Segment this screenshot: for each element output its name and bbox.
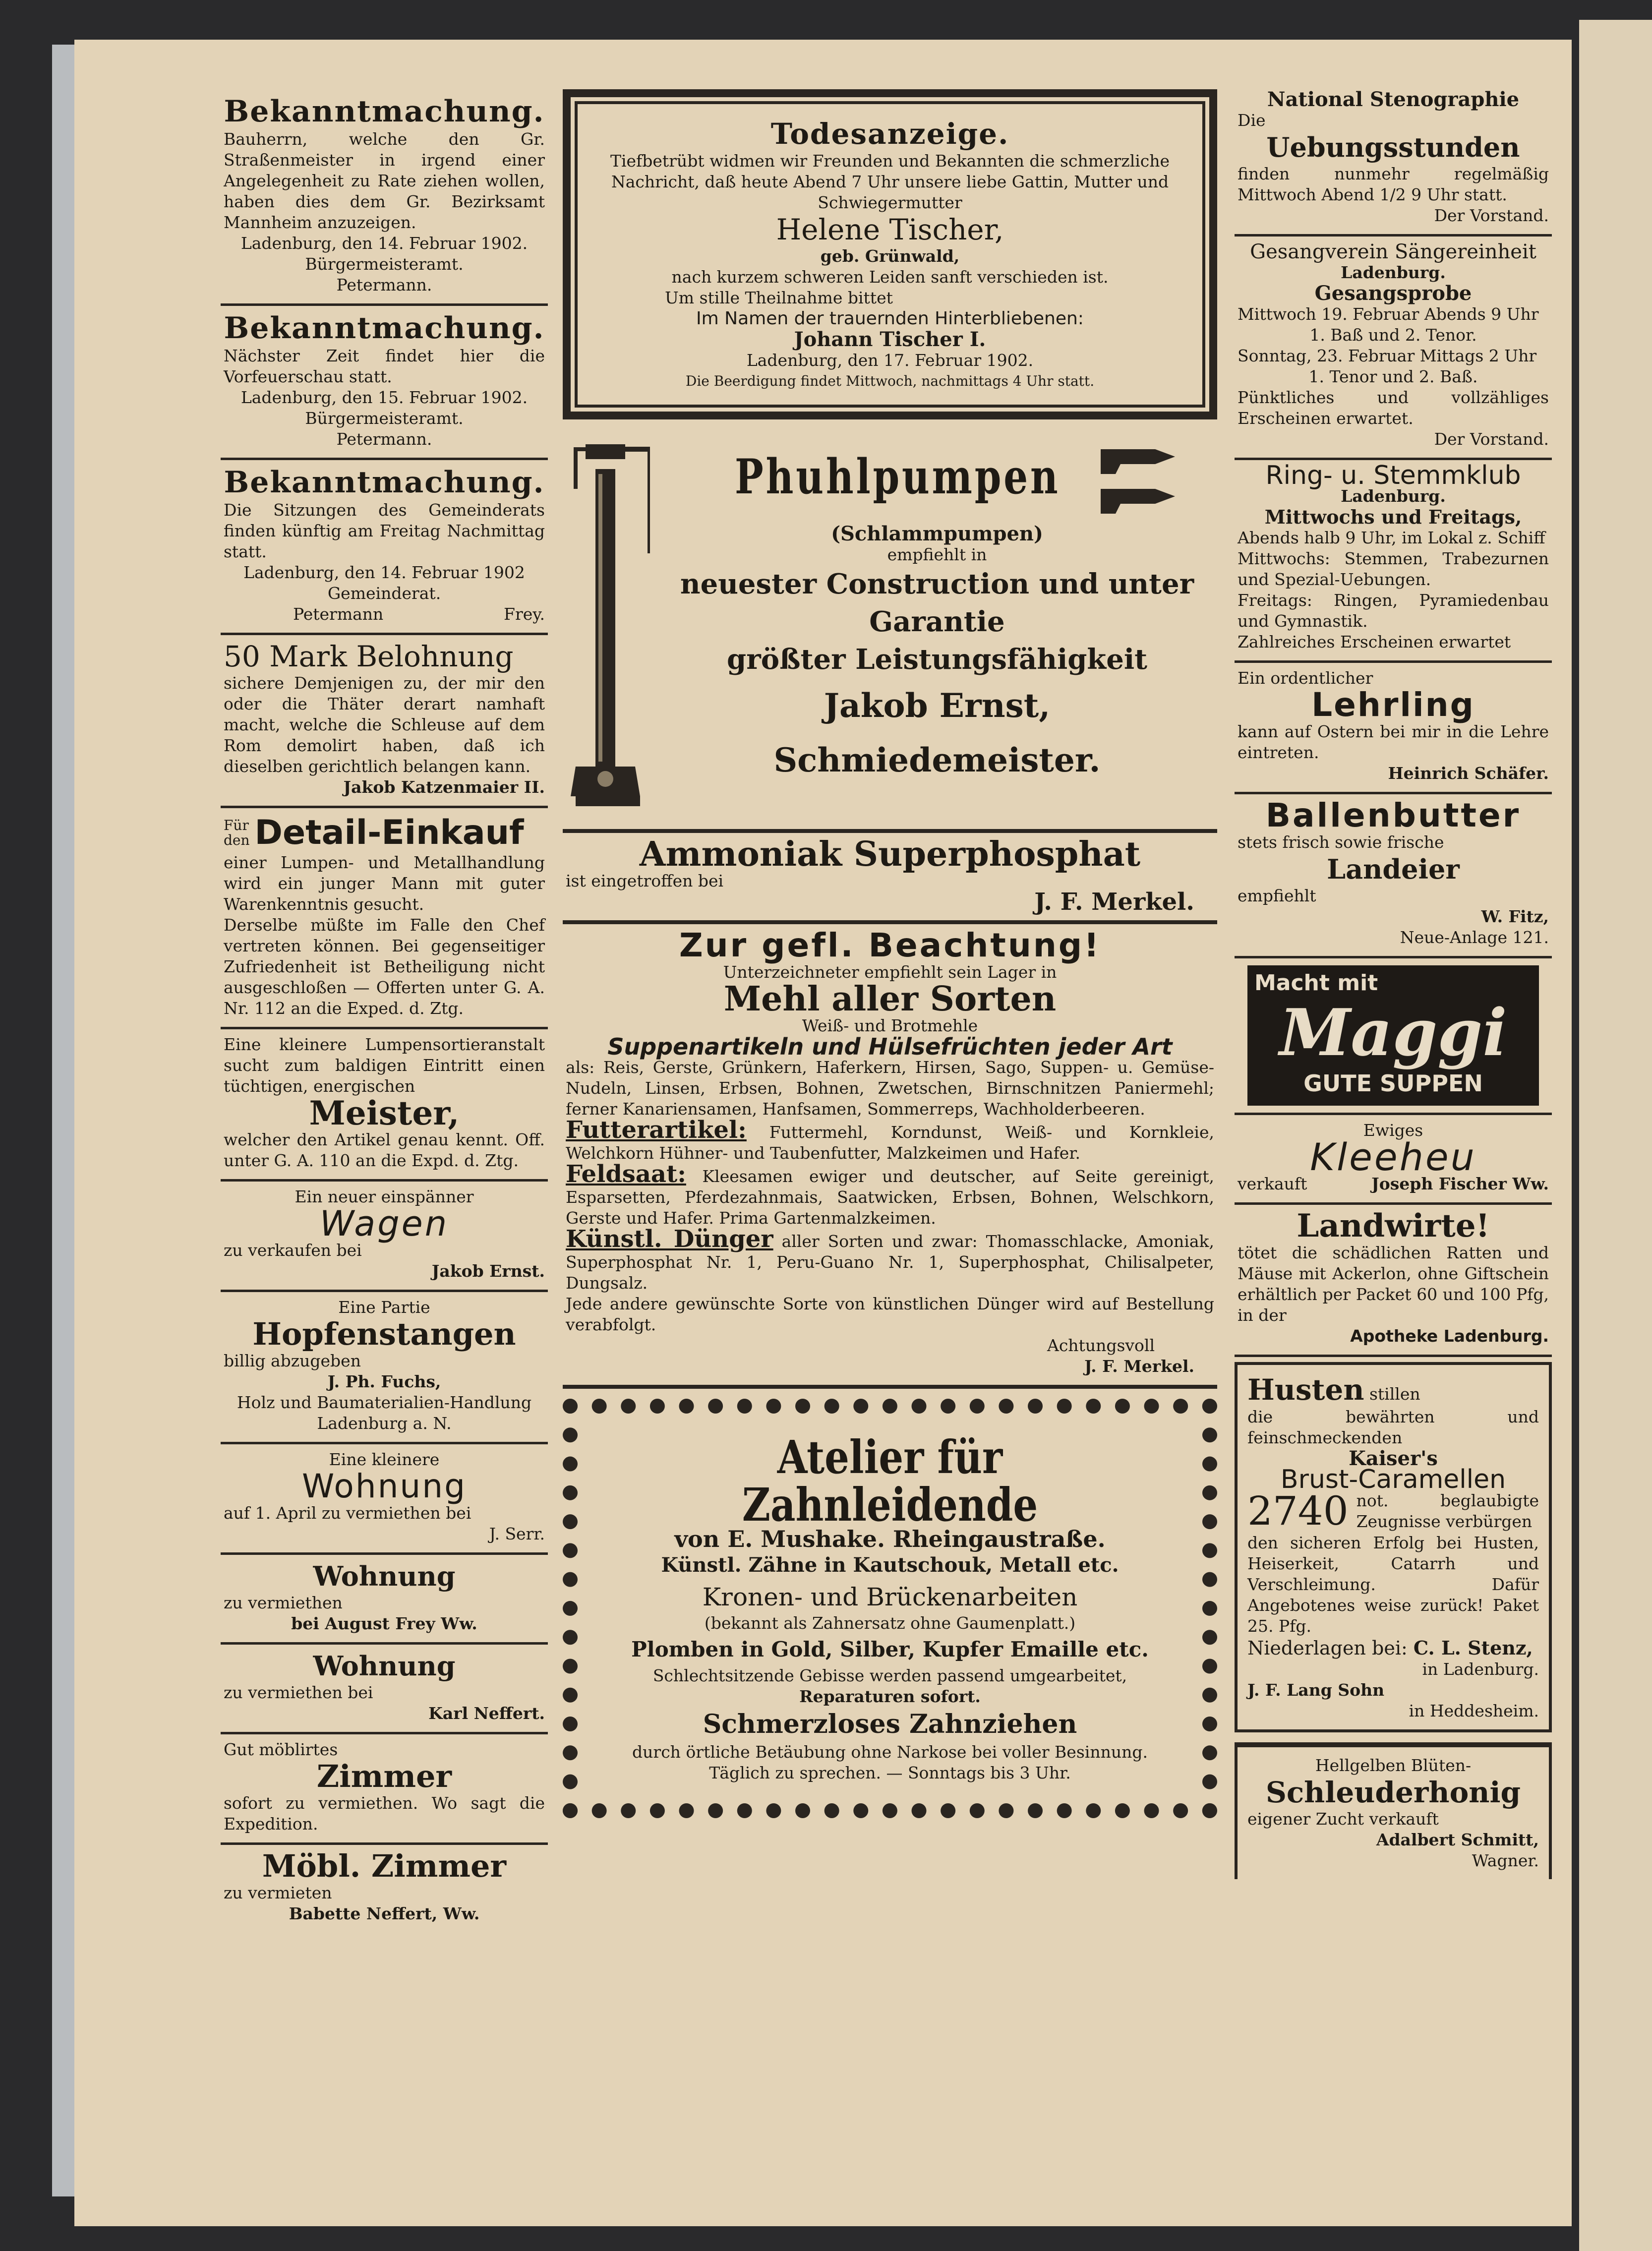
feldsaat-text: Kleesamen ewiger und deutscher, auf Seite gereinigt, Esparsetten, Pferdezahnmais, Saatwicken, Erbsen, Bohnen, Welschkorn, Gerste und Hafer. Prima Gartenmalzkeimen.	[566, 1167, 1214, 1228]
ad-signature-2: Frey.	[504, 604, 545, 624]
ad-office: Bürgermeisteramt.	[305, 409, 464, 428]
pump-illustration	[566, 429, 650, 821]
ad-pre: Ein ordentlicher	[1238, 668, 1373, 688]
ad-signature: Jakob Ernst.	[431, 1261, 545, 1281]
ad-stenographie	[1235, 89, 1552, 237]
ad-depot-2: J. F. Lang Sohn	[1247, 1680, 1385, 1700]
ad-title: Todesanzeige.	[770, 117, 1009, 151]
ad-title: Ammoniak Superphosphat	[639, 834, 1141, 874]
ad-body: sichere Demjenigen zu, der mir den oder die Thäter derart namhaft macht, welche die Schleuse auf dem Rom demolirt haben, daß ich dieselben gerichtlich belangen kann.	[224, 673, 545, 776]
ad-title: National Stenographie	[1267, 88, 1520, 111]
ad-sub: Mittwochs und Freitags,	[1264, 506, 1522, 528]
futter-heading: Futterartikel:	[566, 1116, 747, 1144]
ad-body: Nächster Zeit findet hier die Vorfeuerschau statt.	[224, 346, 545, 386]
column-middle	[563, 89, 1217, 1818]
ad-title: Bekanntmachung.	[224, 465, 545, 500]
column-right	[1235, 89, 1552, 1879]
ad-regards: Achtungsvoll	[1047, 1336, 1155, 1355]
ad-merkel-lager	[563, 924, 1217, 1389]
ad-die: Die	[1238, 111, 1266, 130]
ad-signature: Johann Tischer I.	[794, 328, 986, 351]
ad-body-2: welcher den Artikel genau kennt. Off. unter G. A. 110 an die Expd. d. Ztg.	[224, 1130, 545, 1170]
ad-body: einer Lumpen- und Metallhandlung wird ein junger Mann mit guter Warenkenntnis gesucht.	[224, 853, 545, 914]
ad-signature: J. Serr.	[489, 1524, 545, 1543]
ad-line-1: Abends halb 9 Uhr, im Lokal z. Schiff	[1238, 528, 1545, 547]
ad-title: Phuhlpumpen	[734, 448, 1061, 505]
ad-bekanntmachung-3	[221, 460, 548, 635]
ad-big: Landeier	[1327, 853, 1460, 885]
ad-ringklub	[1235, 460, 1552, 663]
ad-signature: Jakob Ernst, Schmiedemeister.	[773, 686, 1101, 779]
ad-signature: J. Ph. Fuchs,	[327, 1372, 441, 1391]
ad-title: Gesangverein Sängereinheit	[1250, 240, 1536, 263]
adjacent-page-edge	[1579, 20, 1652, 2251]
ad-title: Atelier für Zahnleidende	[742, 1430, 1038, 1532]
duenger-heading: Künstl. Dünger	[566, 1225, 773, 1253]
ad-ammoniak	[563, 833, 1217, 924]
ad-landwirte	[1235, 1205, 1552, 1357]
ad-title: Husten	[1247, 1373, 1364, 1407]
ad-line: billig abzugeben	[224, 1351, 361, 1370]
ad-title: Ballenbutter	[1265, 796, 1521, 834]
ad-pumpen	[563, 424, 1217, 833]
ad-wohnung-2	[221, 1555, 548, 1645]
ad-line: empfiehlt in	[887, 545, 987, 564]
ad-brand: Kaiser's	[1349, 1447, 1438, 1470]
ad-body: Die Sitzungen des Gemeinderats finden künftig am Freitag Nachmittag statt.	[224, 500, 545, 561]
ad-line: zu vermiethen bei	[224, 1683, 373, 1702]
ad-title: Schleuderhonig	[1265, 1776, 1521, 1809]
ad-pre: Für	[224, 817, 249, 833]
ad-date: Ladenburg, den 15. Februar 1902.	[240, 388, 528, 407]
ad-husten	[1235, 1362, 1552, 1732]
ad-signature: Adalbert Schmitt,	[1376, 1830, 1539, 1849]
ad-address: Neue-Anlage 121.	[1400, 928, 1549, 947]
ad-line-3: Freitags: Ringen, Pyramiedenbau und Gymnastik.	[1238, 591, 1549, 631]
ad-depot-1-town: in Ladenburg.	[1422, 1659, 1539, 1679]
ad-hopfenstangen	[221, 1292, 548, 1444]
ad-line-3: Ladenburg a. N.	[317, 1414, 452, 1433]
ad-line-3: Sonntag, 23. Februar Mittags 2 Uhr	[1238, 346, 1537, 365]
ad-sub: (Schlammpumpen)	[831, 522, 1043, 545]
ad-line-4: Plomben in Gold, Silber, Kupfer Emaille etc.	[631, 1637, 1149, 1661]
ad-pre: Ewiges	[1363, 1121, 1423, 1140]
ad-signature: Babette Neffert, Ww.	[289, 1904, 480, 1923]
ad-title: Meister,	[309, 1094, 460, 1132]
ad-body: Bauherrn, welche den Gr. Straßenmeister in irgend einer Angelegenheit zu Rate ziehen wollen, haben dies dem Gr. Bezirksamt Mannheim anzuzeigen.	[224, 129, 545, 232]
ad-line-2: Kronen- und Brückenarbeiten	[702, 1583, 1078, 1611]
ad-line-2: 1. Baß und 2. Tenor.	[1309, 325, 1477, 345]
ad-head-2: Suppenartikeln und Hülsefrüchten jeder Art	[607, 1033, 1173, 1060]
ad-belohnung	[221, 635, 548, 808]
ad-pre: Hellgelben Blüten-	[1315, 1756, 1472, 1775]
ad-body-2: Derselbe müßte im Falle den Chef vertreten können. Bei gegenseitiger Zufriedenheit ist Betheiligung nicht ausgeschloßen — Offerten unter G. A. Nr. 112 an die Exped. d. Ztg.	[224, 915, 545, 1018]
maggi-bottom: GUTE SUPPEN	[1303, 1070, 1483, 1097]
ad-line-7: Schmerzloses Zahnziehen	[703, 1709, 1077, 1739]
ad-title: Wohnung	[302, 1467, 467, 1505]
maggi-logo: Maggi	[1279, 995, 1507, 1070]
ad-meister	[221, 1029, 548, 1182]
ad-body: Eine kleinere Lumpensortieranstalt sucht zum baldigen Eintritt einen tüchtigen, energischen	[224, 1035, 545, 1096]
ad-line: zu vermiethen	[224, 1593, 343, 1612]
ad-number: 2740	[1247, 1488, 1349, 1534]
feldsaat-heading: Feldsaat:	[566, 1160, 686, 1188]
ad-line: verkauft	[1238, 1174, 1307, 1193]
ad-line: auf 1. April zu vermiethen bei	[224, 1503, 472, 1523]
ad-pre: Ein neuer einspänner	[295, 1187, 474, 1206]
ad-signature: Jakob Katzenmaier II.	[343, 777, 545, 797]
ad-title: Wagen	[319, 1203, 449, 1244]
ad-big-1: neuester Construction und unter	[680, 568, 1194, 600]
ad-town: Ladenburg.	[1341, 263, 1446, 282]
ad-signature: Karl Neffert.	[428, 1704, 545, 1723]
ad-kleeheu	[1235, 1113, 1552, 1205]
ad-ballenbutter	[1235, 794, 1552, 958]
ad-bekanntmachung-1	[221, 89, 548, 306]
ad-gesangverein	[1235, 237, 1552, 460]
ad-title: Bekanntmachung.	[224, 311, 545, 346]
ad-office: Gemeinderat.	[327, 584, 441, 603]
ad-line-1: Künstl. Zähne in Kautschouk, Metall etc.	[661, 1553, 1119, 1577]
ad-line-2: Holz und Baumaterialien-Handlung	[236, 1393, 532, 1412]
ad-line: ist eingetroffen bei	[566, 871, 724, 890]
ad-title: Landwirte!	[1297, 1207, 1490, 1244]
ad-signature: Petermann.	[336, 429, 432, 449]
ad-line-4: 1. Tenor und 2. Baß.	[1308, 367, 1478, 386]
ad-line-8: durch örtliche Betäubung ohne Narkose bei voller Besinnung.	[632, 1742, 1148, 1762]
duenger-text: aller Sorten und zwar: Thomasschlacke, Amoniak, Superphosphat Nr. 1, Peru-Guano Nr. 1, Superphosphat, Chilisalpeter, Dungsalz.	[566, 1232, 1214, 1293]
ad-moebl-zimmer	[221, 1845, 548, 1932]
ad-pre: Gut möblirtes	[224, 1740, 338, 1759]
futter-text: Futtermehl, Korndunst, Weiß- und Kornkleie, Welchkorn Hühner- und Taubenfutter, Malzkeimen und Hafer.	[566, 1123, 1214, 1163]
ad-title: 50 Mark Belohnung	[224, 640, 514, 673]
ad-line-1: die bewährten und feinschmeckenden	[1247, 1407, 1539, 1447]
ad-wohnung-3	[221, 1645, 548, 1734]
ad-line: zu vermieten	[224, 1883, 332, 1902]
ad-title: Hopfenstangen	[252, 1316, 516, 1352]
ad-title: Wohnung	[313, 1650, 456, 1682]
ad-line: eigener Zucht verkauft	[1247, 1809, 1439, 1829]
ad-title: Zimmer	[316, 1758, 452, 1794]
ad-body: kann auf Ostern bei mir in die Lehre eintreten.	[1238, 722, 1549, 762]
ad-title: Detail-Einkauf	[254, 813, 524, 852]
ad-signature: bei August Frey Ww.	[291, 1614, 477, 1633]
ad-pre: Eine kleinere	[329, 1450, 440, 1469]
ad-depot: Niederlagen bei:	[1247, 1637, 1408, 1659]
deceased-nee: geb. Grünwald,	[820, 246, 960, 266]
ad-line-6: Reparaturen sofort.	[799, 1687, 981, 1706]
ad-zimmer	[221, 1734, 548, 1845]
ad-line-5: Schlechtsitzende Gebisse werden passend umgearbeitet,	[652, 1666, 1127, 1685]
ad-big: Uebungsstunden	[1266, 131, 1520, 163]
ad-date: Ladenburg, den 14. Februar 1902	[243, 563, 525, 582]
ad-signature: J. F. Merkel.	[1084, 1357, 1194, 1376]
ad-funeral: Die Beerdigung findet Mittwoch, nachmittags 4 Uhr statt.	[685, 373, 1095, 389]
ad-body: finden nunmehr regelmäßig Mittwoch Abend 1/2 9 Uhr statt.	[1238, 164, 1549, 204]
ad-signature: J. F. Merkel.	[1034, 888, 1194, 916]
ad-signature: Petermann	[293, 604, 384, 624]
ad-line-9: Täglich zu sprechen. — Sonntags bis 3 Uhr.	[709, 1763, 1071, 1782]
column-left	[221, 89, 548, 1932]
ad-wagen	[221, 1182, 548, 1292]
ad-wohnung-1	[221, 1444, 548, 1555]
ad-sub: Weiß- und Brotmehle	[802, 1016, 978, 1035]
ad-other: Jede andere gewünschte Sorte von künstlichen Dünger wird auf Bestellung verabfolgt.	[566, 1294, 1214, 1334]
ad-line-2: empfiehlt	[1238, 886, 1316, 905]
ad-by: von E. Mushake. Rheingaustraße.	[674, 1526, 1106, 1552]
ad-shop: Apotheke Ladenburg.	[1350, 1326, 1549, 1346]
ad-signature: Joseph Fischer Ww.	[1371, 1174, 1549, 1193]
ad-title: Wohnung	[313, 1560, 456, 1592]
ad-office: Bürgermeisteramt.	[305, 254, 464, 274]
ad-depot-1: C. L. Stenz,	[1413, 1637, 1533, 1659]
ad-date: Ladenburg, den 17. Februar 1902.	[746, 351, 1034, 370]
ad-body-2: nach kurzem schweren Leiden sanft verschieden ist.	[671, 267, 1109, 287]
ad-zahnatelier	[563, 1399, 1217, 1818]
ad-date: Ladenburg, den 14. Februar 1902.	[240, 234, 528, 253]
ad-line-3: (bekannt als Zahnersatz ohne Gaumenplatt.)	[704, 1613, 1076, 1633]
ad-sub: Gesangsprobe	[1314, 282, 1472, 305]
ad-line: zu verkaufen bei	[224, 1241, 362, 1260]
ad-line-1: Mittwoch 19. Februar Abends 9 Uhr	[1238, 304, 1539, 324]
ad-list-1: als: Reis, Gerste, Grünkern, Haferkern, Hirsen, Sago, Suppen- u. Gemüse-Nudeln, Linsen, Erbsen, Bohnen, Zwetschen, Birnschnitzen Paniermehl; ferner Kanariensamen, Hanfsamen, Sommerreps, Wachholderbeeren.	[566, 1058, 1214, 1119]
pointing-hand-icon	[1101, 429, 1180, 524]
ad-body: tötet die schädlichen Ratten und Mäuse mit Ackerlon, ohne Giftschein erhältlich per Packet 60 und 100 Pfg, in der	[1238, 1243, 1549, 1325]
ad-job: Wagner.	[1472, 1851, 1539, 1870]
ad-signature: Der Vorstand.	[1434, 206, 1549, 225]
maggi-advert	[1247, 965, 1539, 1106]
ad-pre-2: den	[224, 831, 250, 848]
ad-big-3: größter Leistungsfähigkeit	[727, 643, 1147, 676]
ad-stillen: stillen	[1369, 1384, 1420, 1404]
ad-ask: Um stille Theilnahme bittet	[665, 288, 893, 307]
ad-line: Unterzeichneter empfiehlt sein Lager in	[723, 962, 1057, 982]
ad-number-text: not. beglaubigte Zeugnisse verbürgen	[1356, 1491, 1539, 1531]
ad-sig-line: Im Namen der trauernden Hinterbliebenen:	[696, 308, 1084, 329]
ad-title: Kleeheu	[1310, 1135, 1476, 1179]
ad-signature: Der Vorstand.	[1434, 429, 1549, 449]
ad-town: Ladenburg.	[1341, 486, 1446, 506]
ad-bekanntmachung-2	[221, 306, 548, 460]
ad-body: den sicheren Erfolg bei Husten, Heiserkeit, Catarrh und Verschleimung. Dafür Angebotenes weise zurück! Paket 25. Pfg.	[1247, 1533, 1539, 1636]
ad-title: Zur gefl. Beachtung!	[679, 926, 1101, 964]
ad-line: stets frisch sowie frische	[1238, 832, 1444, 852]
ad-product: Brust-Caramellen	[1280, 1465, 1506, 1494]
ad-depot-2-town: in Heddesheim.	[1409, 1701, 1539, 1720]
ad-body: Tiefbetrübt widmen wir Freunden und Bekannten die schmerzliche Nachricht, daß heute Abend 7 Uhr unsere liebe Gattin, Mutter und Schwiegermutter	[610, 151, 1170, 212]
ad-line-4: Zahlreiches Erscheinen erwartet	[1238, 632, 1511, 652]
ad-signature: Heinrich Schäfer.	[1388, 764, 1549, 783]
ad-detail-einkauf	[221, 808, 548, 1029]
ad-schleuderhonig	[1235, 1742, 1552, 1879]
ad-title: Lehrling	[1311, 686, 1475, 724]
deceased-name: Helene Tischer,	[776, 213, 1004, 246]
ad-signature: W. Fitz,	[1481, 907, 1549, 926]
ad-big-2: Garantie	[869, 605, 1005, 638]
ad-big: Mehl aller Sorten	[723, 979, 1057, 1019]
ad-title: Ring- u. Stemmklub	[1265, 461, 1521, 490]
ad-signature: Petermann.	[336, 275, 432, 295]
ad-pre: Eine Partie	[338, 1298, 430, 1317]
ad-line-2: Mittwochs: Stemmen, Trabezurnen und Spezial-Uebungen.	[1238, 549, 1549, 589]
ad-line-5: Pünktliches und vollzähliges Erscheinen erwartet.	[1238, 388, 1549, 428]
maggi-top: Macht mit	[1254, 970, 1378, 996]
ad-todesanzeige	[563, 89, 1217, 419]
ad-title: Möbl. Zimmer	[262, 1848, 507, 1884]
ad-line: sofort zu vermiethen. Wo sagt die Expedition.	[224, 1793, 545, 1834]
ad-title: Bekanntmachung.	[224, 94, 545, 129]
ad-lehrling	[1235, 663, 1552, 794]
